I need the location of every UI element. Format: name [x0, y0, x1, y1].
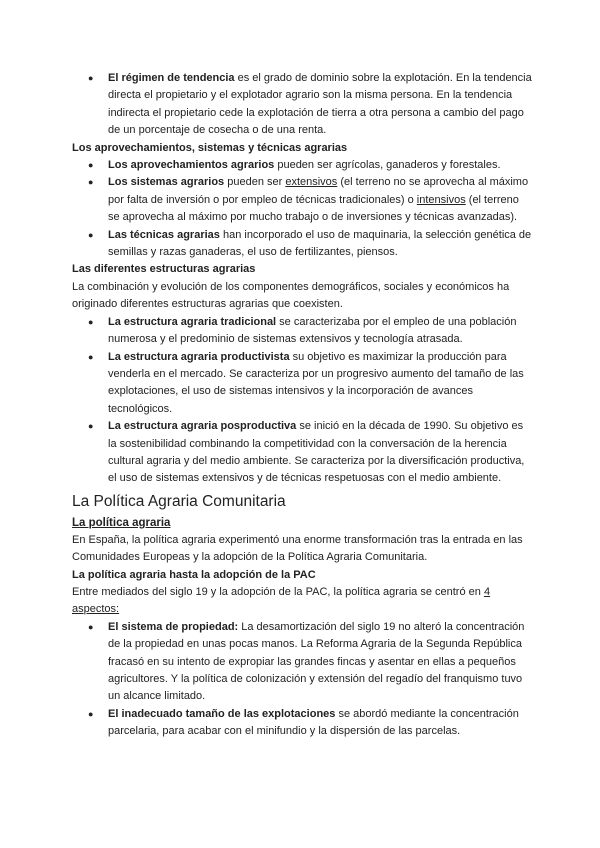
text: Entre mediados del siglo 19 y la adopción de la PAC, la política agraria se centró en — [72, 585, 484, 598]
underlined-term: intensivos — [416, 193, 466, 206]
list-item — [72, 349, 532, 419]
term: El régimen de tendencia — [108, 72, 235, 84]
list-item — [72, 157, 532, 174]
text: (el terreno se aprovecha al máximo por mucho trabajo o de inversiones y técnicas avanzadas). — [108, 193, 519, 224]
term: Los aprovechamientos agrarios — [108, 159, 275, 172]
section-subheading: Los aprovechamientos, sistemas y técnicas agrarias — [72, 141, 348, 154]
text: La desamortización del siglo 19 no alteró la concentración de la propiedad en unas pocas manos. La Reforma Agraria de la Segunda República fracasó en su intento de expropiar las grandes fincas y asentar en ellas a pequeños agricultores. Y la política de colonización y extensión del regadío del franquismo tuvo un alcance limitado. — [108, 620, 525, 703]
text: han incorporado el uso de maquinaria, la selección genética de semillas y razas ganaderas, el uso de fertilizantes, piensos. — [108, 228, 532, 259]
term: La estructura agraria productivista — [108, 350, 290, 363]
term: La estructura agraria posproductiva — [108, 420, 297, 433]
text: su objetivo es maximizar la producción para venderla en el mercado. Se caracteriza por un progresivo aumento del tamaño de las explotaciones, el uso de sistemas intensivos y la incorporación de avances tecnológicos. — [108, 350, 524, 415]
document-content — [72, 70, 532, 741]
section-subheading: La política agraria hasta la adopción de la PAC — [72, 568, 316, 581]
text: es el grado de dominio sobre la explotación. En la tendencia directa el propietario y el explotador agrario son la misma persona. En la tendencia indirecta el propietario cede la explotación de tierra a otra persona a cambio del pago de un porcentaje de cosecha o de una renta. — [108, 72, 532, 137]
text: (el terreno no se aprovecha al máximo por falta de inversión o por empleo de técnicas tradicionales) o — [108, 176, 529, 206]
list-item — [72, 418, 532, 488]
text: pueden ser agrícolas, ganaderos y forestales. — [274, 159, 501, 172]
section-subheading: Las diferentes estructuras agrarias — [72, 263, 256, 276]
text: se inició en la década de 1990. Su objetivo es la sostenibilidad combinando la competitividad con la conversación de la herencia cultural agraria y del medio ambiente. Se caracteriza por la diversificación productiva, el uso de sistemas extensivos y de técnicas respetuosas con el medio ambiente. — [108, 420, 525, 485]
paragraph — [72, 584, 532, 619]
bullet-list — [72, 619, 532, 741]
bullet-list — [72, 314, 532, 488]
bullet-list — [72, 157, 532, 261]
bullet-list — [72, 70, 532, 140]
text: se caracterizaba por el empleo de una población numerosa y el predominio de sistemas extensivos y tecnología atrasada. — [108, 315, 517, 346]
list-item — [72, 227, 532, 262]
term: Los sistemas agrarios — [108, 176, 225, 189]
list-item — [72, 174, 532, 226]
text: pueden ser — [224, 176, 286, 189]
list-item — [72, 70, 532, 140]
section-heading: La Política Agraria Comunitaria — [72, 492, 286, 510]
paragraph: En España, la política agraria experimentó una enorme transformación tras la entrada en las Comunidades Europeas y la adopción de la Política Agraria Comunitaria. — [72, 533, 523, 564]
underlined-term: 4 aspectos: — [72, 585, 491, 616]
list-item — [72, 314, 532, 349]
term: El inadecuado tamaño de las explotaciones — [108, 707, 336, 720]
term: El sistema de propiedad: — [108, 620, 239, 633]
list-item — [72, 706, 532, 741]
underlined-term: extensivos — [285, 176, 338, 189]
paragraph: La combinación y evolución de los componentes demográficos, sociales y económicos ha originado diferentes estructuras agrarias que coexisten. — [72, 280, 510, 311]
text: se abordó mediante la concentración parcelaria, para acabar con el minifundio y la dispersión de las parcelas. — [108, 707, 519, 738]
term: La estructura agraria tradicional — [108, 315, 277, 328]
subsection-heading: La política agraria — [72, 516, 171, 529]
list-item — [72, 619, 532, 706]
term: Las técnicas agrarias — [108, 228, 220, 241]
